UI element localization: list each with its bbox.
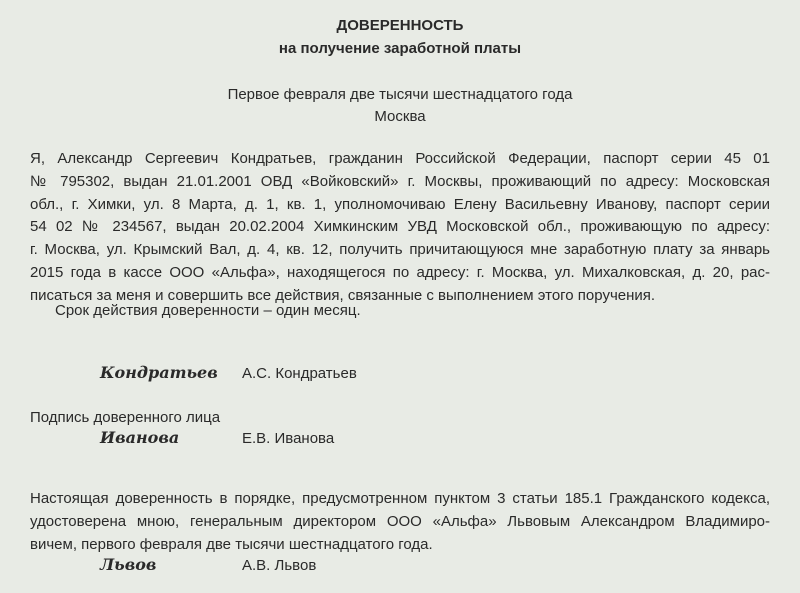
body-line: № 795302, выдан 21.01.2001 ОВД «Войковский» г. Москвы, проживающий по адресу: Московская xyxy=(30,172,770,190)
body-line: Я, Александр Сергеевич Кондратьев, гражданин Российской Федерации, паспорт серии 45 01 xyxy=(30,150,770,167)
document-subtitle: на получение заработной платы xyxy=(278,40,522,57)
document-title: ДОВЕРЕННОСТЬ xyxy=(336,17,464,34)
certification-line: удостоверена мною, генеральным директором ООО «Альфа» Львовым Александром Владимиро- xyxy=(30,512,770,530)
director-signature: Львов xyxy=(100,555,157,574)
body-line: г. Москва, ул. Крымский Вал, д. 4, кв. 12, получить причитающуюся мне заработную плату за январь xyxy=(30,241,770,259)
certification-line: вичем, первого февраля две тысячи шестнадцатого года. xyxy=(30,535,433,553)
body-line: обл., г. Химки, ул. 8 Марта, д. 1, кв. 1, уполномочиваю Елену Васильевну Иванову, паспорт серии xyxy=(30,195,770,213)
body-line: писаться за меня и совершить все действия, связанные с выполнением этого поручения. xyxy=(30,286,656,304)
body-line: 2015 года в кассе ООО «Альфа», находящегося по адресу: г. Москва, ул. Михалковская, д. 20, рас- xyxy=(30,263,770,281)
proxy-signature-label: Подпись доверенного лица xyxy=(30,409,221,426)
principal-signature: Кондратьев xyxy=(100,363,218,382)
certification-paragraph xyxy=(30,488,770,556)
body-line: 54 02 № 234567, выдан 20.02.2004 Химкинским УВД Московской обл., проживающую по адресу: xyxy=(30,218,770,236)
director-name: А.В. Львов xyxy=(242,557,317,574)
principal-name: А.С. Кондратьев xyxy=(242,365,357,382)
validity-term: Срок действия доверенности – один месяц. xyxy=(55,302,361,319)
document-date: Первое февраля две тысячи шестнадцатого года xyxy=(227,86,573,103)
body-paragraph xyxy=(30,148,770,308)
document-city: Москва xyxy=(374,108,426,125)
proxy-name: Е.В. Иванова xyxy=(242,430,335,447)
proxy-signature: Иванова xyxy=(100,428,180,447)
certification-line: Настоящая доверенность в порядке, предусмотренном пунктом 3 статьи 185.1 Гражданского кодекса, xyxy=(30,490,770,507)
